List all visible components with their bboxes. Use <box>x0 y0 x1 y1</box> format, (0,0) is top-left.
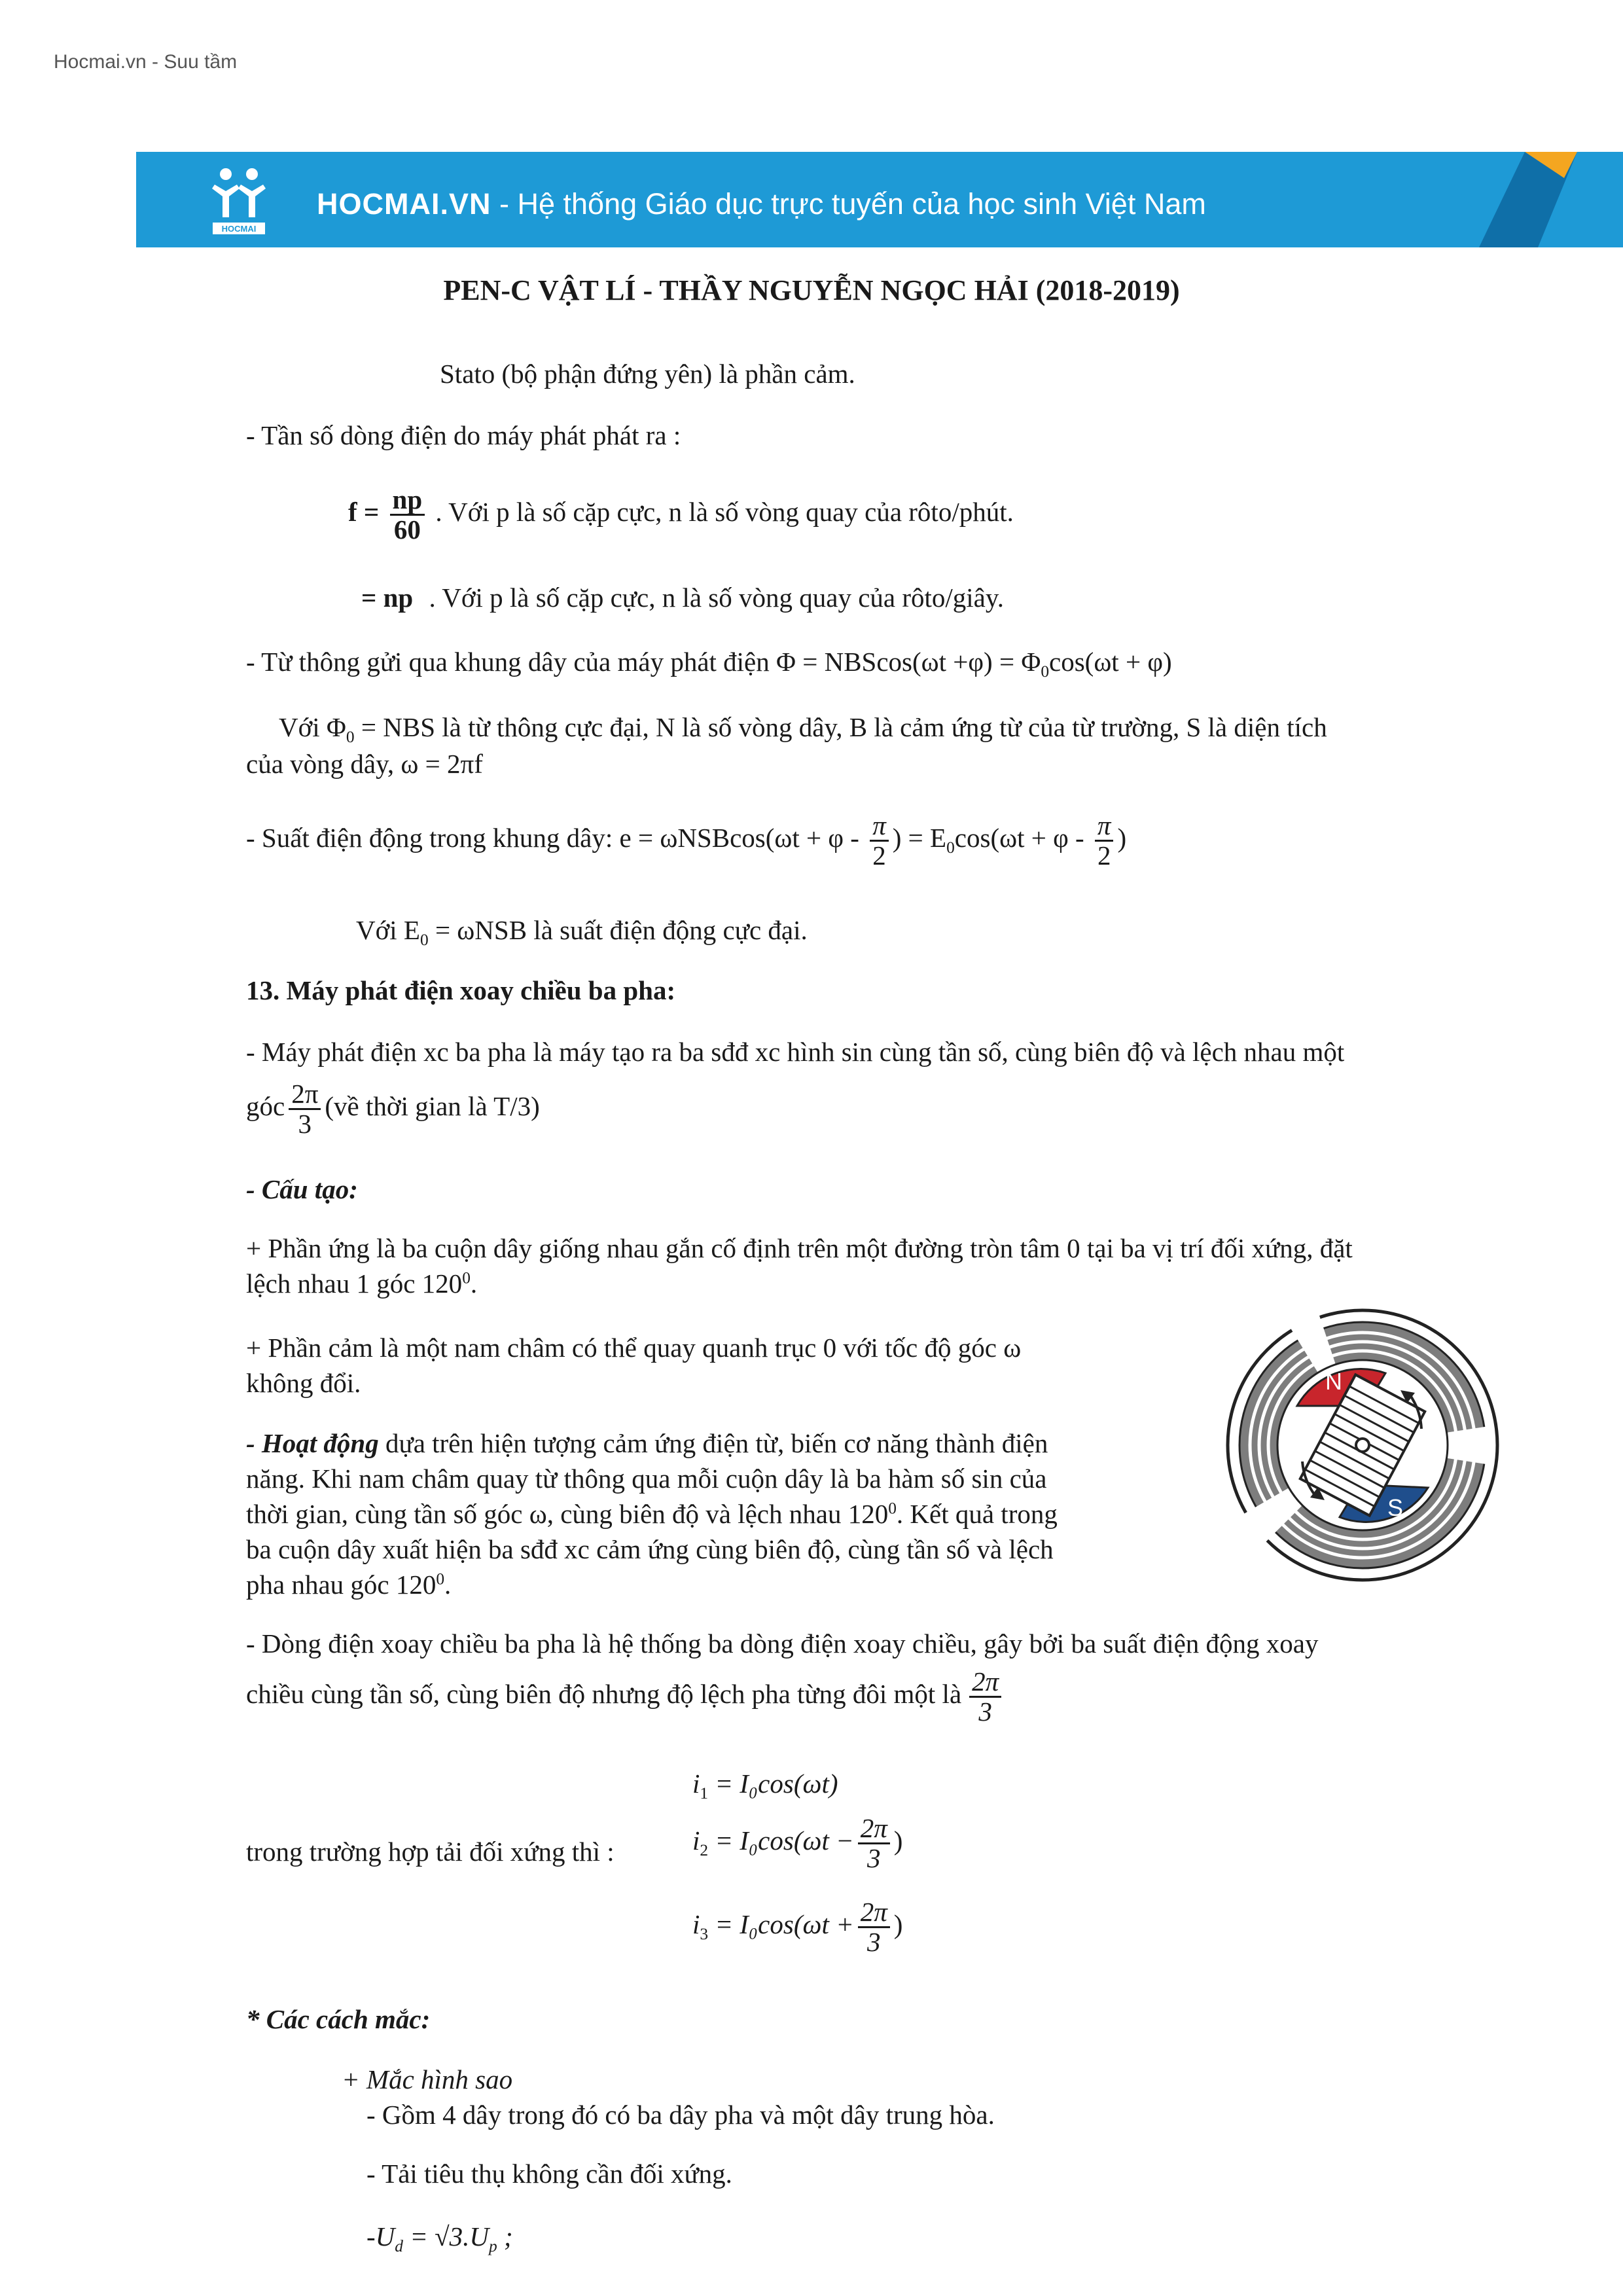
np-desc: . Với p là số cặp cực, n là số vòng quay của rôto/giây. <box>429 583 1004 613</box>
fraction-2pi-3-gen <box>289 1080 321 1138</box>
i3-sub: 3 <box>700 1925 709 1944</box>
hd5-sup: 0 <box>436 1570 445 1588</box>
star-connection: + Mắc hình sao <box>342 2064 513 2094</box>
gen-line-2 <box>246 1080 540 1138</box>
formula-f-rpm <box>348 486 1014 544</box>
load-not-symmetric: - Tải tiêu thụ không cần đối xứng. <box>366 2159 732 2189</box>
f-num: np <box>390 486 425 516</box>
four-wires: - Gồm 4 dây trong đó có ba dây pha và một dây trung hòa. <box>366 2100 995 2130</box>
emf-a: - Suất điện động trong khung dây: e = ωNSBcos(ωt + φ - <box>246 822 859 853</box>
hoat-dong-5 <box>246 1568 451 1602</box>
phi-sub: 0 <box>346 728 355 747</box>
phan-cam-2: không đổi. <box>246 1368 361 1398</box>
three-den: 3 <box>978 1696 992 1727</box>
ud-b: = √3.U <box>402 2221 489 2251</box>
emf-sub: 0 <box>946 838 955 857</box>
flux-sub: 0 <box>1041 662 1050 681</box>
flux-formula <box>246 645 1172 683</box>
hd3-a: thời gian, cùng tần số góc ω, cùng biên độ và lệch nhau 120 <box>246 1499 889 1529</box>
eq-i2 <box>692 1814 902 1873</box>
f-den: 60 <box>393 514 421 545</box>
i1-letter: i <box>692 1768 700 1799</box>
i3-num: 2π <box>858 1898 890 1928</box>
flux-b: cos(ωt + φ) <box>1049 647 1172 677</box>
i2-sub: 2 <box>700 1841 709 1860</box>
gen-goc: góc <box>246 1090 285 1121</box>
gen-num: 2π <box>289 1080 321 1110</box>
formula-f-rps <box>361 581 1004 615</box>
e0-line <box>356 914 808 951</box>
f-desc: . Với p là số cặp cực, n là số vòng quay của rôto/phút. <box>435 496 1014 527</box>
phan-cam-1: + Phần cảm là một nam châm có thể quay quanh trục 0 với tốc độ góc ω <box>246 1333 1022 1363</box>
phan-ung-c: . <box>470 1268 478 1299</box>
eq-i1 <box>692 1767 838 1804</box>
e0-a: Với E <box>356 915 420 945</box>
emf-pi-b: π <box>1095 812 1114 842</box>
i2-letter: i <box>692 1825 700 1856</box>
phan-ung-1: + Phần ứng là ba cuộn dây giống nhau gắn cố định trên một đường tròn tâm 0 tại ba vị trí đối xứng, đặt <box>246 1233 1353 1263</box>
i2-num: 2π <box>858 1814 890 1844</box>
three-b: chiều cùng tần số, cùng biên độ nhưng độ lệch pha từng đôi một là <box>246 1678 962 1709</box>
e0-b: = ωNSB là suất điện động cực đại. <box>428 915 808 945</box>
fraction-np-60 <box>390 486 425 544</box>
emf-two-b: 2 <box>1097 840 1111 871</box>
hoat-dong-label: - Hoạt động <box>246 1428 379 1458</box>
i2-den: 3 <box>867 1843 881 1874</box>
phi-b: = NBS là từ thông cực đại, N là số vòng dây, B là cảm ứng từ của từ trường, S là diện tích <box>354 712 1327 742</box>
three-phase-2 <box>246 1668 1005 1726</box>
gen-line-1: - Máy phát điện xc ba pha là máy tạo ra ba sđđ xc hình sin cùng tần số, cùng biên độ và lệch nhau một <box>246 1037 1345 1067</box>
i2-close: ) <box>893 1825 903 1856</box>
hd5-a: pha nhau góc 120 <box>246 1570 437 1600</box>
voltage-relation <box>366 2220 513 2257</box>
svg-text:HOCMAI: HOCMAI <box>221 224 257 234</box>
ud-sub2: p <box>489 2237 497 2256</box>
emf-c: cos(ωt + φ - <box>954 822 1084 853</box>
gen-den: 3 <box>298 1109 312 1139</box>
flux-explain-2: của vòng dây, ω = 2πf <box>246 749 483 779</box>
fraction-i2 <box>858 1814 890 1873</box>
banner-tagline: - Hệ thống Giáo dục trực tuyến của học sinh Việt Nam <box>491 187 1206 221</box>
emf-d: ) <box>1117 822 1127 853</box>
i1-rhs: = I₀cos(ωt) <box>715 1768 838 1799</box>
e0-sub: 0 <box>419 931 429 950</box>
hd3-b: . Kết quả trong <box>896 1499 1058 1529</box>
hd3-sup: 0 <box>888 1499 897 1518</box>
ud-sub: d <box>395 2237 403 2256</box>
hoat-dong-1 <box>246 1427 1048 1460</box>
ud-c: ; <box>497 2221 513 2251</box>
phi-a: Với Φ <box>279 712 346 742</box>
phan-ung-2 <box>246 1267 477 1300</box>
hoat-dong-4: ba cuộn dây xuất hiện ba sđđ xc cảm ứng cùng biên độ, cùng tần số và lệch <box>246 1534 1054 1564</box>
three-num: 2π <box>969 1668 1001 1698</box>
case-label: trong trường hợp tải đối xứng thì : <box>246 1837 615 1867</box>
page-title: PEN-C VẬT LÍ - THẦY NGUYỄN NGỌC HẢI (2018-2019) <box>443 274 1180 306</box>
stato-line: Stato (bộ phận đứng yên) là phần cảm. <box>440 359 855 389</box>
banner-tail-shape <box>1427 152 1623 247</box>
hoat-dong-2: năng. Khi nam châm quay từ thông qua mỗi cuộn dây là ba hàm số sin của <box>246 1463 1047 1494</box>
banner-brand: HOCMAI.VN <box>317 187 491 221</box>
north-label: N <box>1325 1368 1342 1395</box>
fraction-pi-2-a <box>870 812 889 870</box>
three-phase-1: - Dòng điện xoay chiều ba pha là hệ thống ba dòng điện xoay chiều, gây bởi ba suất điện động xoay <box>246 1628 1319 1659</box>
flux-explain-1 <box>279 711 1327 748</box>
banner-title <box>317 187 1206 221</box>
i3-close: ) <box>893 1909 903 1939</box>
i3-letter: i <box>692 1909 700 1939</box>
f-lhs: f = <box>348 496 380 527</box>
i2-rhs: = I₀cos(ωt − <box>715 1825 854 1856</box>
phan-ung-sup: 0 <box>462 1268 471 1287</box>
section-13-heading: 13. Máy phát điện xoay chiều ba pha: <box>246 975 676 1005</box>
hoat-dong-3 <box>246 1498 1058 1531</box>
i3-rhs: = I₀cos(ωt + <box>715 1909 854 1939</box>
emf-two-a: 2 <box>872 840 886 871</box>
phan-ung-b: lệch nhau 1 góc 120 <box>246 1268 463 1299</box>
cau-tao-heading: - Cấu tạo: <box>246 1174 358 1204</box>
flux-a: - Từ thông gửi qua khung dây của máy phát điện Φ = NBScos(ωt +φ) = Φ <box>246 647 1041 677</box>
freq-intro: - Tần số dòng điện do máy phát phát ra : <box>246 420 681 450</box>
rotor-axis <box>1356 1439 1369 1452</box>
i1-sub: 1 <box>700 1784 709 1803</box>
source-note: Hocmai.vn - Suu tầm <box>54 51 238 73</box>
gen-b: (về thời gian là T/3) <box>325 1090 540 1121</box>
emf-b: ) = E <box>892 822 947 853</box>
eq-i3 <box>692 1898 902 1956</box>
fraction-2pi-3-three <box>969 1668 1001 1726</box>
emf-formula <box>246 812 1126 870</box>
hd5-b: . <box>444 1570 452 1600</box>
ud-a: -U <box>366 2221 395 2251</box>
hd1: dựa trên hiện tượng cảm ứng điện từ, biến cơ năng thành điện <box>378 1428 1048 1458</box>
np-lhs: = np <box>361 583 414 613</box>
fraction-pi-2-b <box>1095 812 1114 870</box>
fraction-i3 <box>858 1898 890 1956</box>
emf-pi-a: π <box>870 812 889 842</box>
i3-den: 3 <box>867 1927 881 1958</box>
hocmai-logo-icon <box>209 165 268 237</box>
three-phase-generator-diagram <box>1219 1301 1507 1589</box>
south-label: S <box>1387 1494 1404 1521</box>
connection-methods-heading: * Các cách mắc: <box>246 2004 431 2034</box>
